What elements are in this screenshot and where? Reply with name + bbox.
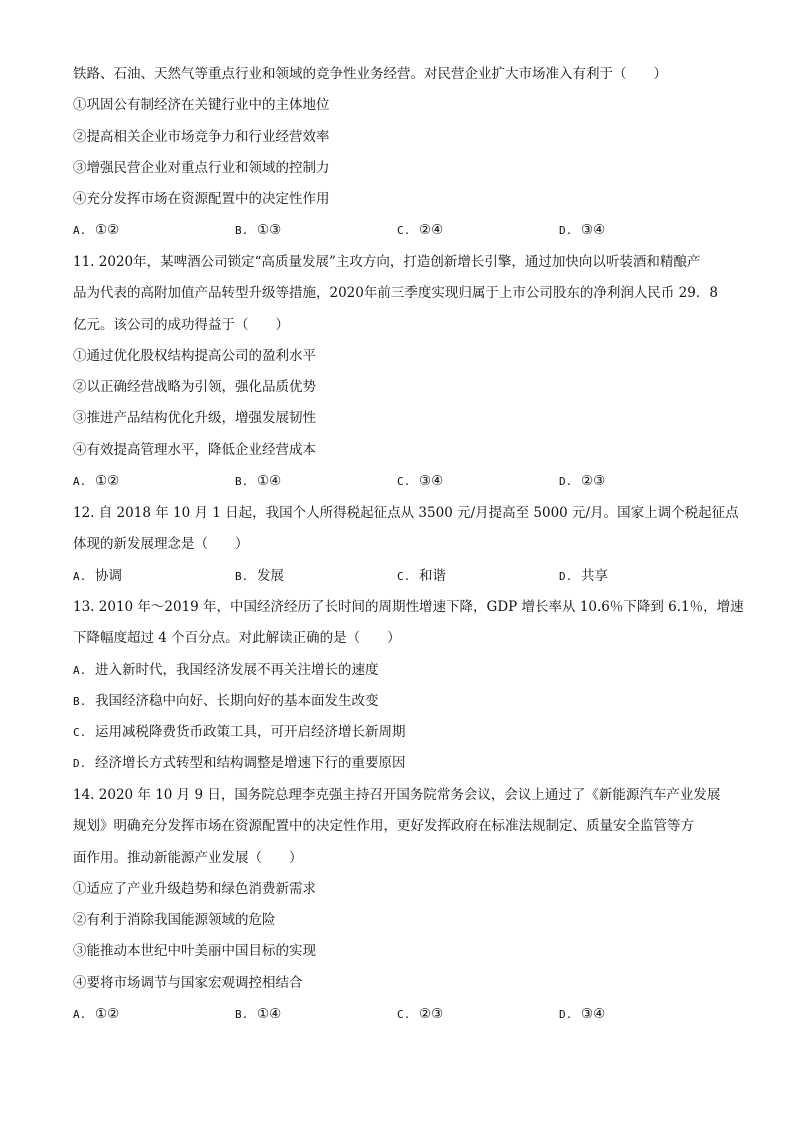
statement-1: ①巩固公有制经济在关键行业中的主体地位 <box>73 97 330 114</box>
question-10 <box>73 59 733 247</box>
question-stem-line: 11. 2020年，某啤酒公司锁定“高质量发展”主攻方向，打造创新增长引擎，通过加快向以听装酒和精酿产 <box>73 254 701 270</box>
option-letter: B. <box>235 475 249 489</box>
choice-letter: B. <box>73 694 87 708</box>
question-14 <box>73 780 733 1030</box>
choice-letter: D. <box>73 757 87 771</box>
question-stem-line: 亿元。该公司的成功得益于（ ） <box>73 316 289 333</box>
option-letter: C. <box>397 475 411 489</box>
option-b <box>235 215 397 246</box>
option-letter: C. <box>397 1008 411 1022</box>
question-stem-line: 12. 自 2018 年 10 月 1 日起，我国个人所得税起征点从 3500 元/月提高至 5000 元/月。国家上调个税起征点 <box>73 505 739 521</box>
option-letter: A. <box>73 569 87 583</box>
option-text: ②③ <box>419 1006 444 1023</box>
option-c <box>397 561 559 592</box>
option-text: ①② <box>95 473 120 490</box>
question-11 <box>73 247 733 497</box>
option-d <box>559 466 721 497</box>
statement-2: ②以正确经营战略为引领，强化品质优势 <box>73 379 316 396</box>
question-stem-line: 14. 2020 年 10 月 9 日，国务院总理李克强主持召开国务院常务会议，会议上通过了《新能源汽车产业发展 <box>73 787 721 803</box>
statement-4: ④充分发挥市场在资源配置中的决定性作用 <box>73 191 330 208</box>
option-d <box>559 215 721 246</box>
option-letter: D. <box>559 475 573 489</box>
question-12 <box>73 498 739 592</box>
question-stem-line: 面作用。推动新能源产业发展（ ） <box>73 849 303 866</box>
option-a <box>73 466 235 497</box>
option-letter: D. <box>559 569 573 583</box>
option-letter: B. <box>235 569 249 583</box>
option-text: ②③ <box>581 473 606 490</box>
option-text: ①② <box>95 222 120 239</box>
option-letter: B. <box>235 1008 249 1022</box>
option-c <box>397 466 559 497</box>
option-letter: C. <box>397 569 411 583</box>
option-a <box>73 561 235 592</box>
statement-2: ②有利于消除我国能源领域的危险 <box>73 912 276 929</box>
option-d <box>559 561 721 592</box>
option-text: ③④ <box>419 473 444 490</box>
choice-text: 运用减税降费货币政策工具，可开启经济增长新周期 <box>95 724 406 741</box>
option-text: ①② <box>95 1006 120 1023</box>
option-b <box>235 466 397 497</box>
choice-text: 进入新时代，我国经济发展不再关注增长的速度 <box>95 661 379 678</box>
choice-d <box>73 748 733 779</box>
option-text: ①③ <box>257 222 282 239</box>
choice-text: 经济增长方式转型和结构调整是增速下行的重要原因 <box>95 755 406 772</box>
choice-b <box>73 686 733 717</box>
option-c <box>397 999 559 1030</box>
question-stem-line: 规划》明确充分发挥市场在资源配置中的决定性作用，更好发挥政府在标准法规制定、质量安全监管等方 <box>73 818 694 835</box>
option-text: ③④ <box>581 222 606 239</box>
choice-text: 我国经济稳中向好、长期向好的基本面发生改变 <box>95 692 379 709</box>
option-text: ①④ <box>257 473 282 490</box>
question-stem-line: 13. 2010 年～2019 年，中国经济经历了长时间的周期性增速下降，GDP 增长率从 10.6％下降到 6.1％，增速 <box>73 599 744 615</box>
statement-4: ④要将市场调节与国家宏观调控相结合 <box>73 974 303 991</box>
option-letter: A. <box>73 1008 87 1022</box>
choice-c <box>73 717 733 748</box>
option-letter: D. <box>559 1008 573 1022</box>
option-letter: B. <box>235 224 249 238</box>
option-text: 共享 <box>581 567 608 584</box>
option-b <box>235 999 397 1030</box>
option-letter: D. <box>559 224 573 238</box>
option-a <box>73 215 235 246</box>
option-b <box>235 561 397 592</box>
statement-1: ①通过优化股权结构提高公司的盈利水平 <box>73 347 316 364</box>
question-stem-line: 品为代表的高附加值产品转型升级等措施，2020年前三季度实现归属于上市公司股东的净利润人民币 29．8 <box>73 285 718 302</box>
choice-letter: C. <box>73 726 87 740</box>
option-letter: C. <box>397 224 411 238</box>
statement-3: ③增强民营企业对重点行业和领域的控制力 <box>73 159 330 176</box>
option-text: ①④ <box>257 1006 282 1023</box>
option-text: 发展 <box>257 567 284 584</box>
option-a <box>73 999 235 1030</box>
answer-options <box>73 999 733 1030</box>
statement-3: ③能推动本世纪中叶美丽中国目标的实现 <box>73 943 316 960</box>
option-text: 和谐 <box>419 567 446 584</box>
answer-options <box>73 215 733 246</box>
question-stem-line: 下降幅度超过 4 个百分点。对此解读正确的是（ ） <box>73 630 401 647</box>
statement-4: ④有效提高管理水平，降低企业经营成本 <box>73 441 316 458</box>
question-stem-line: 铁路、石油、天然气等重点行业和领域的竞争性业务经营。对民营企业扩大市场准入有利于（ ） <box>73 66 667 82</box>
option-text: ③④ <box>581 1006 606 1023</box>
choice-letter: A. <box>73 663 87 677</box>
option-c <box>397 215 559 246</box>
statement-1: ①适应了产业升级趋势和绿色消费新需求 <box>73 880 316 897</box>
option-letter: A. <box>73 475 87 489</box>
option-letter: A. <box>73 224 87 238</box>
question-stem-line: 体现的新发展理念是（ ） <box>73 536 249 553</box>
statement-2: ②提高相关企业市场竞争力和行业经营效率 <box>73 128 330 145</box>
choice-a <box>73 655 733 686</box>
option-text: 协调 <box>95 567 122 584</box>
answer-options <box>73 466 733 497</box>
question-13 <box>73 592 744 780</box>
option-text: ②④ <box>419 222 444 239</box>
option-d <box>559 999 721 1030</box>
statement-3: ③推进产品结构优化升级，增强发展韧性 <box>73 410 316 427</box>
answer-options <box>73 561 733 592</box>
